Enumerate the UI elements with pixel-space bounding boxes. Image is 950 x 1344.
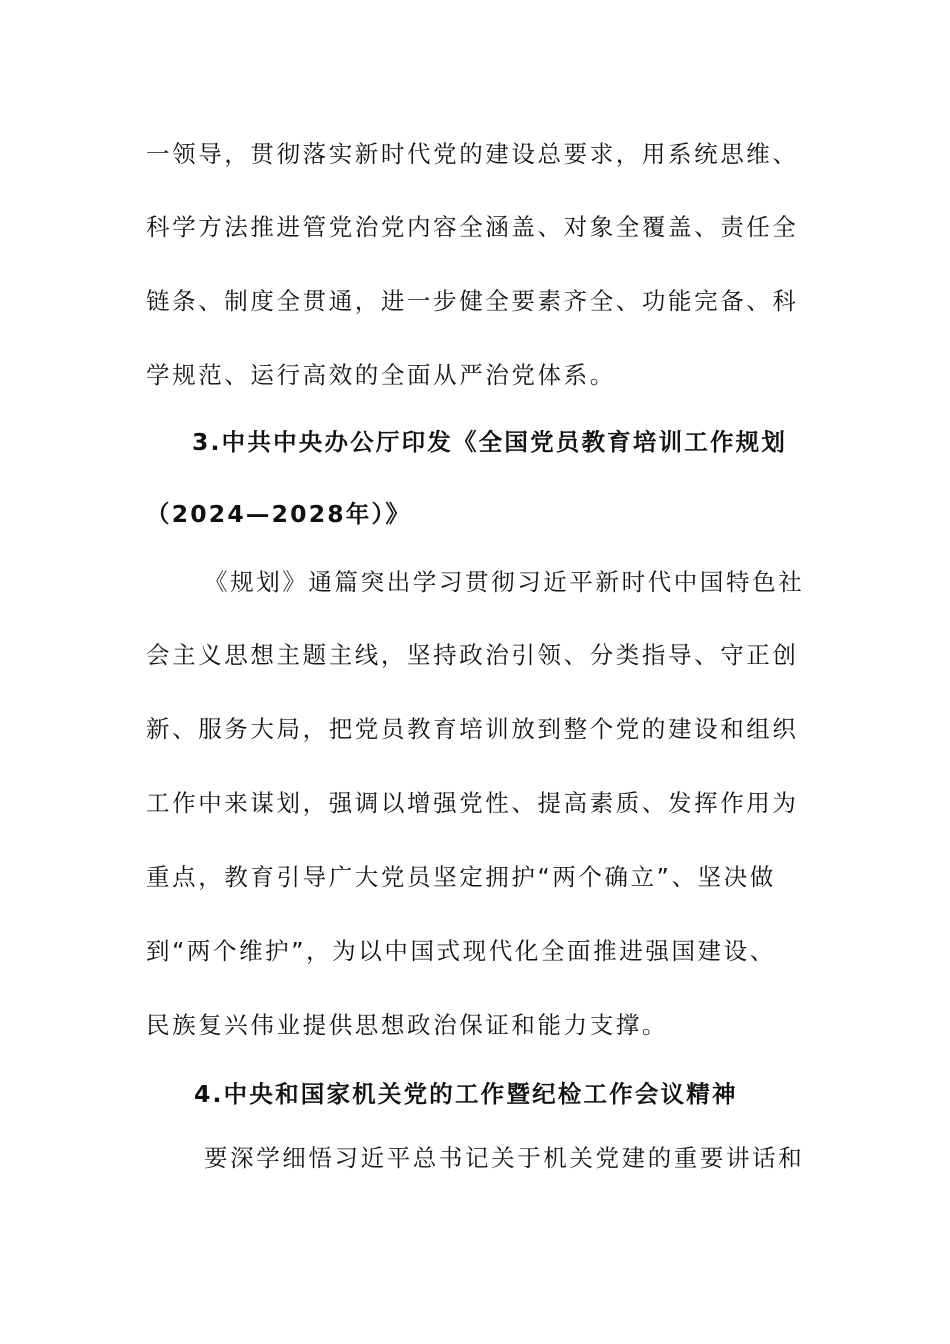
body-text-line: 《规划》通篇突出学习贯彻习近平新时代中国特色社	[204, 568, 805, 596]
body-text-line: 到“两个维护”，为以中国式现代化全面推进强国建设、	[146, 937, 776, 965]
body-text-line: 要深学细悟习近平总书记关于机关党建的重要讲话和	[204, 1144, 805, 1172]
body-text-line: 一领导，贯彻落实新时代党的建设总要求，用系统思维、	[146, 140, 799, 168]
section-heading-4: 4.中央和国家机关党的工作暨纪检工作会议精神	[194, 1080, 738, 1108]
section-heading-3-continued: （2024—2028年）》	[146, 500, 412, 528]
body-text-line: 会主义思想主题主线，坚持政治引领、分类指导、守正创	[146, 641, 799, 669]
section-heading-3: 3.中共中央办公厅印发《全国党员教育培训工作规划	[192, 428, 788, 456]
body-text-line: 新、服务大局，把党员教育培训放到整个党的建设和组织	[146, 715, 799, 743]
body-text-line: 学规范、运行高效的全面从严治党体系。	[146, 361, 616, 389]
body-text-line: 科学方法推进管党治党内容全涵盖、对象全覆盖、责任全	[146, 213, 799, 241]
body-text-line: 链条、制度全贯通，进一步健全要素齐全、功能完备、科	[146, 287, 799, 315]
body-text-line: 重点，教育引导广大党员坚定拥护“两个确立”、坚决做	[146, 863, 776, 891]
body-text-line: 工作中来谋划，强调以增强党性、提高素质、发挥作用为	[146, 789, 799, 817]
body-text-line: 民族复兴伟业提供思想政治保证和能力支撑。	[146, 1011, 668, 1039]
